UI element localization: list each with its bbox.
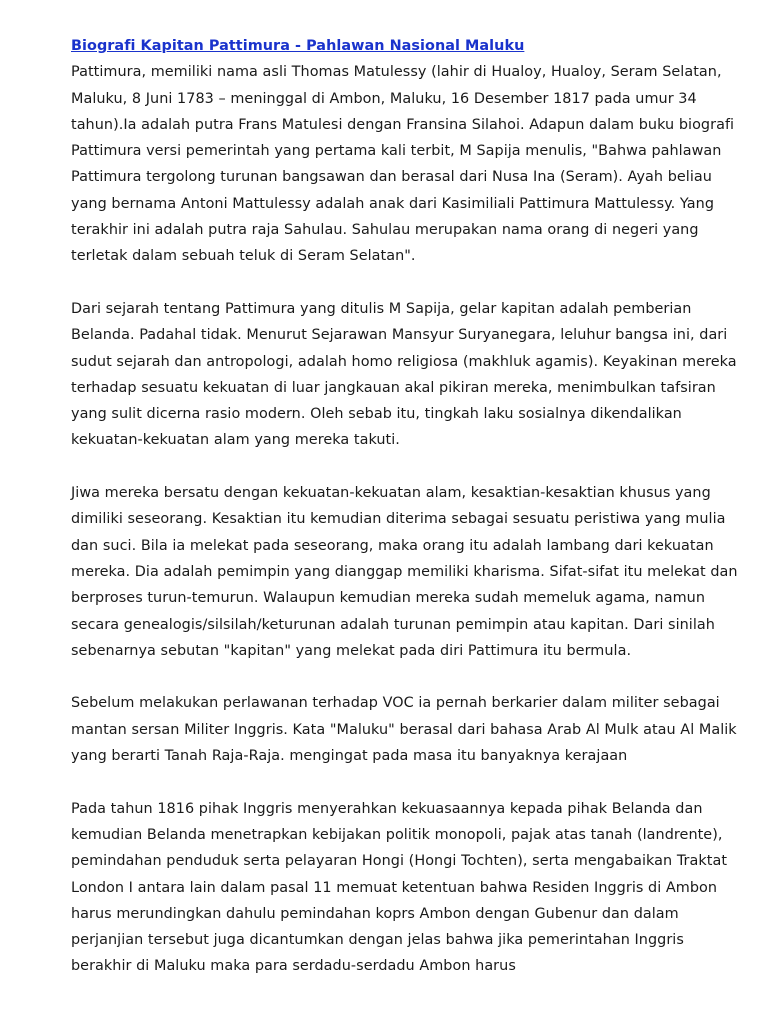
paragraph-2: Dari sejarah tentang Pattimura yang ditulis M Sapija, gelar kapitan adalah pemberian Belanda. Padahal tidak. Menurut Sejarawan Mansyur Suryanegara, leluhur bangsa ini, dari sudut sejarah dan antropologi, adalah homo religiosa (makhluk agamis). Keyakinan mereka terhadap sesuatu kekuatan di luar jangkauan akal pikiran mereka, menimbulkan tafsiran yang sulit dicerna rasio modern. Oleh sebab itu, tingkah laku sosialnya dikendalikan kekuatan-kekuatan alam yang mereka takuti. (71, 300, 737, 449)
article-header (71, 33, 739, 59)
paragraph-5: Pada tahun 1816 pihak Inggris menyerahkan kekuasaannya kepada pihak Belanda dan kemudian Belanda menetrapkan kebijakan politik monopoli, pajak atas tanah (landrente), pemindahan penduduk serta pelayaran Hongi (Hongi Tochten), serta mengabaikan Traktat London I antara lain dalam pasal 11 memuat ketentuan bahwa Residen Inggris di Ambon harus merundingkan dahulu pemindahan koprs Ambon dengan Gubenur dan dalam perjanjian tersebut juga dicantumkan dengan jelas bahwa jika pemerintahan Inggris berakhir di Maluku maka para serdadu-serdadu Ambon harus (71, 800, 728, 975)
paragraph-1: Pattimura, memiliki nama asli Thomas Matulessy (lahir di Hualoy, Hualoy, Seram Selatan, Maluku, 8 Juni 1783 – meninggal di Ambon, Maluku, 16 Desember 1817 pada umur 34 tahun).Ia adalah putra Frans Matulesi dengan Fransina Silahoi. Adapun dalam buku biografi Pattimura versi pemerintah yang pertama kali terbit, M Sapija menulis, "Bahwa pahlawan Pattimura tergolong turunan bangsawan dan berasal dari Nusa Ina (Seram). Ayah beliau yang bernama Antoni Mattulessy adalah anak dari Kasimiliali Pattimura Mattulessy. Yang terakhir ini adalah putra raja Sahulau. Sahulau merupakan nama orang di negeri yang terletak dalam sebuah teluk di Seram Selatan". (71, 64, 735, 265)
paragraph-3: Jiwa mereka bersatu dengan kekuatan-kekuatan alam, kesaktian-kesaktian khusus yang dimiliki seseorang. Kesaktian itu kemudian diterima sebagai sesuatu peristiwa yang mulia dan suci. Bila ia melekat pada seseorang, maka orang itu adalah lambang dari kekuatan mereka. Dia adalah pemimpin yang dianggap memiliki kharisma. Sifat-sifat itu melekat dan berproses turun-temurun. Walaupun kemudian mereka sudah memeluk agama, namun secara genealogis/silsilah/keturunan adalah turunan pemimpin atau kapitan. Dari sinilah sebenarnya sebutan "kapitan" yang melekat pada diri Pattimura itu bermula. (71, 485, 738, 659)
article-title-link[interactable]: Biografi Kapitan Pattimura - Pahlawan Nasional Maluku (71, 38, 525, 54)
article (71, 33, 739, 1006)
paragraph-4: Sebelum melakukan perlawanan terhadap VOC ia pernah berkarier dalam militer sebagai mantan sersan Militer Inggris. Kata "Maluku" berasal dari bahasa Arab Al Mulk atau Al Malik yang berarti Tanah Raja-Raja. mengingat pada masa itu banyaknya kerajaan (71, 695, 737, 765)
